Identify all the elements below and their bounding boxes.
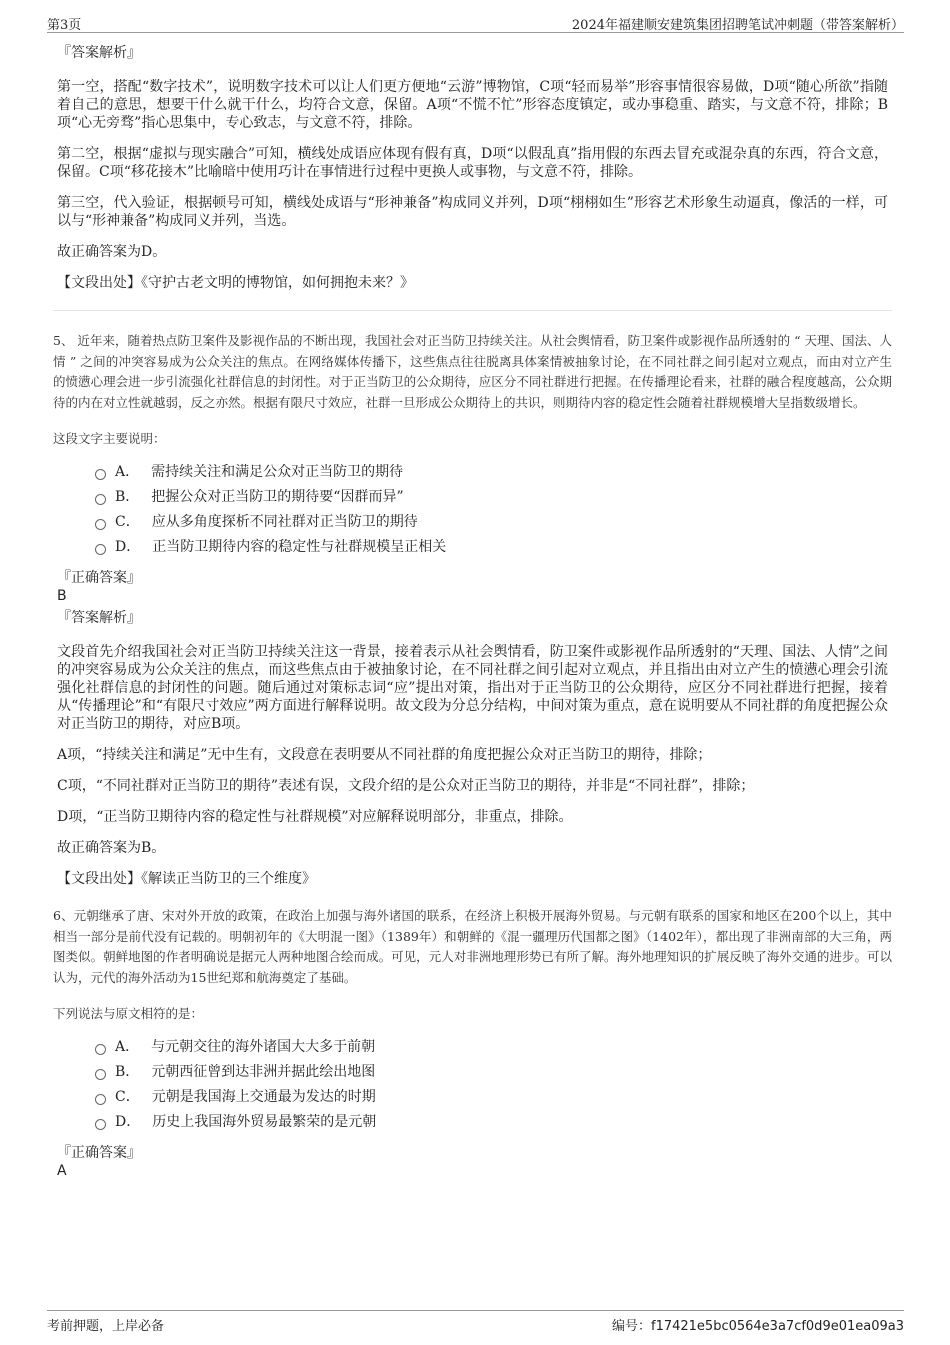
radio-icon[interactable] bbox=[95, 494, 106, 505]
option-c[interactable] bbox=[95, 513, 888, 538]
footer-slogan: 考前押题，上岸必备 bbox=[47, 1319, 165, 1334]
analysis-paragraph: 第三空，代入验证，根据顿号可知，横线处成语与“形神兼备”构成同义并列，D项“栩栩如生”形容艺术形象生动逼真，像活的一样，可以与“形神兼备”构成同义并列，当选。 bbox=[57, 195, 888, 229]
analysis-paragraph: 第二空，根据“虚拟与现实融合”可知，横线处成语应体现有假有真，D项“以假乱真”指用假的东西去冒充或混杂真的东西，符合文意，保留。C项“移花接木”比喻暗中使用巧计在事情进行过程中更换人或事物，与文意不符，排除。 bbox=[57, 146, 888, 180]
option-b[interactable] bbox=[95, 1063, 888, 1088]
radio-icon[interactable] bbox=[95, 1069, 106, 1080]
option-letter: B． bbox=[115, 489, 140, 505]
option-text: 历史上我国海外贸易最繁荣的是元朝 bbox=[152, 1114, 377, 1130]
option-b[interactable] bbox=[95, 488, 888, 513]
radio-icon[interactable] bbox=[95, 469, 106, 480]
option-d[interactable] bbox=[95, 1113, 888, 1138]
page-content bbox=[53, 44, 892, 1184]
radio-icon[interactable] bbox=[95, 1119, 106, 1130]
option-text: 把握公众对正当防卫的期待要“因群而异” bbox=[151, 489, 404, 505]
analysis-conclusion: 故正确答案为B。 bbox=[57, 840, 166, 856]
correct-answer-value: B bbox=[57, 588, 67, 604]
option-a[interactable] bbox=[95, 463, 888, 488]
question-prompt: 下列说法与原文相符的是： bbox=[53, 1006, 204, 1021]
prev-analysis-section bbox=[57, 44, 888, 292]
option-a[interactable] bbox=[95, 1038, 888, 1063]
option-letter: A． bbox=[115, 1039, 140, 1055]
source-citation: 【文段出处】《守护古老文明的博物馆，如何拥抱未来？》 bbox=[57, 275, 414, 291]
analysis-label: 『答案解析』 bbox=[57, 45, 141, 61]
question-text: 6、元朝继承了唐、宋对外开放的政策，在政治上加强与海外诸国的联系，在经济上积极开展海外贸易。与元朝有联系的国家和地区在200个以上，其中相当一部分是前代没有记载的。明朝初年的《大明混一图》（1389年）和朝鲜的《混一疆理历代国都之图》（1402年），都出现了非洲南部的大三角，两图类似。朝鲜地图的作者明确说是据元人两种地图合绘而成。可见，元人对非洲地理形势已有所了解。海外地理知识的扩展反映了海外交通的进步。可以认为，元代的海外活动为15世纪郑和航海奠定了基础。 bbox=[53, 908, 892, 985]
page-number: 第3页 bbox=[47, 18, 82, 33]
answer-options bbox=[95, 463, 888, 563]
option-letter: D． bbox=[115, 539, 141, 555]
option-letter: C． bbox=[115, 1089, 140, 1105]
option-text: 元朝是我国海上交通最为发达的时期 bbox=[151, 1089, 376, 1105]
page-footer bbox=[47, 1310, 904, 1334]
option-letter: A． bbox=[115, 464, 140, 480]
option-text: 与元朝交往的海外诸国大大多于前朝 bbox=[151, 1039, 376, 1055]
radio-icon[interactable] bbox=[95, 1044, 106, 1055]
correct-answer-block bbox=[57, 1144, 888, 1180]
source-citation: 【文段出处】《解读正当防卫的三个维度》 bbox=[57, 871, 316, 887]
option-letter: C． bbox=[115, 514, 140, 530]
analysis-paragraph: A项，“持续关注和满足”无中生有，文段意在表明要从不同社群的角度把握公众对正当防卫的期待，排除； bbox=[57, 747, 712, 763]
correct-answer-value: A bbox=[57, 1163, 67, 1179]
analysis-paragraph: D项，“正当防卫期待内容的稳定性与社群规模”对应解释说明部分，非重点，排除。 bbox=[57, 809, 573, 825]
document-title: 2024年福建顺安建筑集团招聘笔试冲刺题（带答案解析） bbox=[571, 18, 904, 33]
question-text: 5、 近年来，随着热点防卫案件及影视作品的不断出现，我国社会对正当防卫持续关注。从社会舆情看，防卫案件或影视作品所透射的 “ 天理、国法、人情 ” 之间的冲突容易成为公众关注的焦点。在网络媒体传播下，这些焦点往往脱离具体案情被抽象讨论，在不同社群之间引起对立观点，而由对立产生的愤懑心理会进一步引流强化社群信息的封闭性。对于正当防卫的公众期待，应区分不同社群进行把握。在传播理论看来，社群的融合程度越高，公众期待的内在对立性就越弱，反之亦然。根据有限尺寸效应，社群一旦形成公众期待上的共识，则期待内容的稳定性会随着社群规模增大呈指数级增长。 bbox=[53, 333, 892, 410]
correct-answer-label: 『正确答案』 bbox=[57, 1145, 141, 1161]
analysis-paragraph: C项，“不同社群对正当防卫的期待”表述有误，文段介绍的是公众对正当防卫的期待，并非是“不同社群”，排除； bbox=[57, 778, 755, 794]
analysis-conclusion: 故正确答案为D。 bbox=[57, 244, 167, 260]
correct-answer-block bbox=[57, 569, 888, 627]
option-text: 需持续关注和满足公众对正当防卫的期待 bbox=[151, 464, 404, 480]
question-5 bbox=[53, 331, 892, 888]
radio-icon[interactable] bbox=[95, 544, 106, 555]
option-letter: B． bbox=[115, 1064, 140, 1080]
option-text: 应从多角度探析不同社群对正当防卫的期待 bbox=[151, 514, 418, 530]
page-header bbox=[47, 12, 904, 33]
answer-options bbox=[95, 1038, 888, 1138]
analysis-paragraph: 第一空，搭配“数字技术”，说明数字技术可以让人们更方便地“云游”博物馆，C项“轻而易举”形容事情很容易做，D项“随心所欲”指随着自己的意思，想要干什么就干什么，均符合文意，保留。A项“不慌不忙”形容态度镇定，或办事稳重、踏实，与文意不符，排除；B项“心无旁骛”指心思集中，专心致志，与文意不符，排除。 bbox=[57, 79, 888, 131]
section-divider bbox=[53, 310, 892, 311]
option-d[interactable] bbox=[95, 538, 888, 563]
option-text: 元朝西征曾到达非洲并据此绘出地图 bbox=[151, 1064, 376, 1080]
option-c[interactable] bbox=[95, 1088, 888, 1113]
option-text: 正当防卫期待内容的稳定性与社群规模呈正相关 bbox=[152, 539, 447, 555]
option-letter: D． bbox=[115, 1114, 141, 1130]
analysis-label: 『答案解析』 bbox=[57, 610, 141, 626]
document-id: 编号：f17421e5bc0564e3a7cf0d9e01ea09a3 bbox=[612, 1319, 904, 1334]
question-prompt: 这段文字主要说明： bbox=[53, 431, 166, 446]
correct-answer-label: 『正确答案』 bbox=[57, 570, 141, 586]
radio-icon[interactable] bbox=[95, 1094, 106, 1105]
radio-icon[interactable] bbox=[95, 519, 106, 530]
analysis-paragraph: 文段首先介绍我国社会对正当防卫持续关注这一背景，接着表示从社会舆情看，防卫案件或影视作品所透射的“天理、国法、人情”之间的冲突容易成为公众关注的焦点，而这些焦点由于被抽象讨论，在不同社群之间引起对立观点，并且指出由对立产生的愤懑心理会引流强化社群信息的封闭性的问题。随后通过对策标志词“应”提出对策，指出对于正当防卫的公众期待，应区分不同社群进行把握，接着从“传播理论”和“有限尺寸效应”两方面进行解释说明。故文段为分总分结构，中间对策为重点，意在说明要从不同社群的角度把握公众对正当防卫的期待，对应B项。 bbox=[57, 644, 888, 732]
question-6 bbox=[53, 906, 892, 1180]
